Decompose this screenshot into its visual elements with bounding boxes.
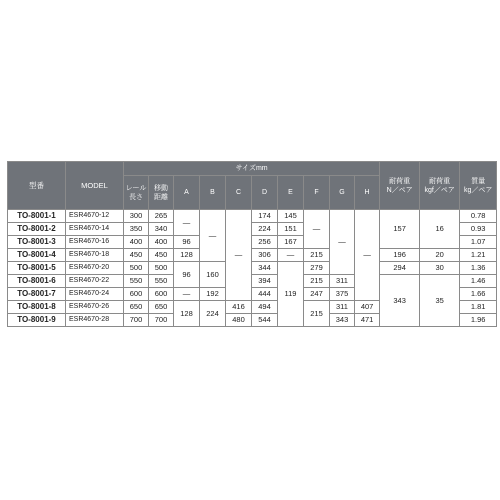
travel-cell: 650 [149, 301, 174, 314]
load-n-cell: 343 [380, 275, 420, 327]
e-cell: 151 [278, 223, 304, 236]
rail-cell: 350 [124, 223, 149, 236]
h-cell: 471 [355, 314, 380, 327]
travel-cell: 500 [149, 262, 174, 275]
d-cell: 306 [252, 249, 278, 262]
e-cell: — [278, 249, 304, 262]
header-f: F [304, 176, 330, 210]
rail-cell: 700 [124, 314, 149, 327]
b-cell: — [200, 210, 226, 262]
mass-cell: 1.21 [460, 249, 497, 262]
model-cell: ESR4670-20 [66, 262, 124, 275]
d-cell: 494 [252, 301, 278, 314]
model-cell: ESR4670-16 [66, 236, 124, 249]
header-travel: 移動 距離 [149, 176, 174, 210]
e-cell: 167 [278, 236, 304, 249]
table-row [8, 262, 497, 275]
a-cell: 96 [174, 236, 200, 249]
load-n-cell: 157 [380, 210, 420, 249]
travel-cell: 550 [149, 275, 174, 288]
b-cell: 192 [200, 288, 226, 301]
mass-cell: 1.66 [460, 288, 497, 301]
load-kgf-cell: 30 [420, 262, 460, 275]
travel-cell: 265 [149, 210, 174, 223]
g-cell: 375 [330, 288, 355, 301]
load-n-cell: 294 [380, 262, 420, 275]
load-n-cell: 196 [380, 249, 420, 262]
h-cell: — [355, 210, 380, 301]
travel-cell: 400 [149, 236, 174, 249]
d-cell: 344 [252, 262, 278, 275]
part-no-cell: TO-8001-8 [8, 301, 66, 314]
part-no-cell: TO-8001-9 [8, 314, 66, 327]
header-c: C [226, 176, 252, 210]
part-no-cell: TO-8001-1 [8, 210, 66, 223]
g-cell: 311 [330, 275, 355, 288]
d-cell: 256 [252, 236, 278, 249]
part-no-cell: TO-8001-5 [8, 262, 66, 275]
a-cell: — [174, 210, 200, 236]
e-cell: 145 [278, 210, 304, 223]
header-mass: 質量 kg／ペア [460, 162, 497, 210]
f-cell: 247 [304, 288, 330, 301]
rail-cell: 650 [124, 301, 149, 314]
b-cell: 160 [200, 262, 226, 288]
mass-cell: 1.81 [460, 301, 497, 314]
d-cell: 544 [252, 314, 278, 327]
header-a: A [174, 176, 200, 210]
load-kgf-cell: 16 [420, 210, 460, 249]
g-cell: — [330, 210, 355, 275]
model-cell: ESR4670-26 [66, 301, 124, 314]
model-cell: ESR4670-12 [66, 210, 124, 223]
table-row [8, 210, 497, 223]
rail-cell: 550 [124, 275, 149, 288]
mass-cell: 0.93 [460, 223, 497, 236]
f-cell: — [304, 210, 330, 249]
header-size-group: サイズmm [124, 162, 380, 176]
f-cell: 215 [304, 275, 330, 288]
c-cell: 480 [226, 314, 252, 327]
e-cell: 119 [278, 262, 304, 327]
a-cell: 128 [174, 301, 200, 327]
load-kgf-cell: 35 [420, 275, 460, 327]
rail-cell: 500 [124, 262, 149, 275]
part-no-cell: TO-8001-4 [8, 249, 66, 262]
rail-cell: 450 [124, 249, 149, 262]
model-cell: ESR4670-18 [66, 249, 124, 262]
c-cell: 416 [226, 301, 252, 314]
rail-cell: 400 [124, 236, 149, 249]
header-rail-length: レール 長さ [124, 176, 149, 210]
header-load-n: 耐荷重 N／ペア [380, 162, 420, 210]
header-b: B [200, 176, 226, 210]
header-h: H [355, 176, 380, 210]
f-cell: 279 [304, 262, 330, 275]
header-g: G [330, 176, 355, 210]
mass-cell: 1.07 [460, 236, 497, 249]
table-row [8, 249, 497, 262]
part-no-cell: TO-8001-2 [8, 223, 66, 236]
mass-cell: 0.78 [460, 210, 497, 223]
f-cell: 215 [304, 249, 330, 262]
load-kgf-cell: 20 [420, 249, 460, 262]
a-cell: 128 [174, 249, 200, 262]
travel-cell: 340 [149, 223, 174, 236]
rail-cell: 600 [124, 288, 149, 301]
h-cell: 407 [355, 301, 380, 314]
g-cell: 343 [330, 314, 355, 327]
model-cell: ESR4670-22 [66, 275, 124, 288]
g-cell: 311 [330, 301, 355, 314]
mass-cell: 1.46 [460, 275, 497, 288]
d-cell: 444 [252, 288, 278, 301]
rail-cell: 300 [124, 210, 149, 223]
mass-cell: 1.36 [460, 262, 497, 275]
model-cell: ESR4670-14 [66, 223, 124, 236]
travel-cell: 450 [149, 249, 174, 262]
header-model: MODEL [66, 162, 124, 210]
d-cell: 394 [252, 275, 278, 288]
d-cell: 174 [252, 210, 278, 223]
c-cell: — [226, 210, 252, 301]
a-cell: 96 [174, 262, 200, 288]
a-cell: — [174, 288, 200, 301]
model-cell: ESR4670-28 [66, 314, 124, 327]
part-no-cell: TO-8001-6 [8, 275, 66, 288]
b-cell: 224 [200, 301, 226, 327]
header-d: D [252, 176, 278, 210]
f-cell: 215 [304, 301, 330, 327]
travel-cell: 600 [149, 288, 174, 301]
header-e: E [278, 176, 304, 210]
travel-cell: 700 [149, 314, 174, 327]
spec-table [7, 161, 497, 327]
part-no-cell: TO-8001-3 [8, 236, 66, 249]
mass-cell: 1.96 [460, 314, 497, 327]
part-no-cell: TO-8001-7 [8, 288, 66, 301]
header-load-kgf: 耐荷重 kgf／ペア [420, 162, 460, 210]
header-part-no: 型番 [8, 162, 66, 210]
table-row [8, 275, 497, 288]
d-cell: 224 [252, 223, 278, 236]
model-cell: ESR4670-24 [66, 288, 124, 301]
